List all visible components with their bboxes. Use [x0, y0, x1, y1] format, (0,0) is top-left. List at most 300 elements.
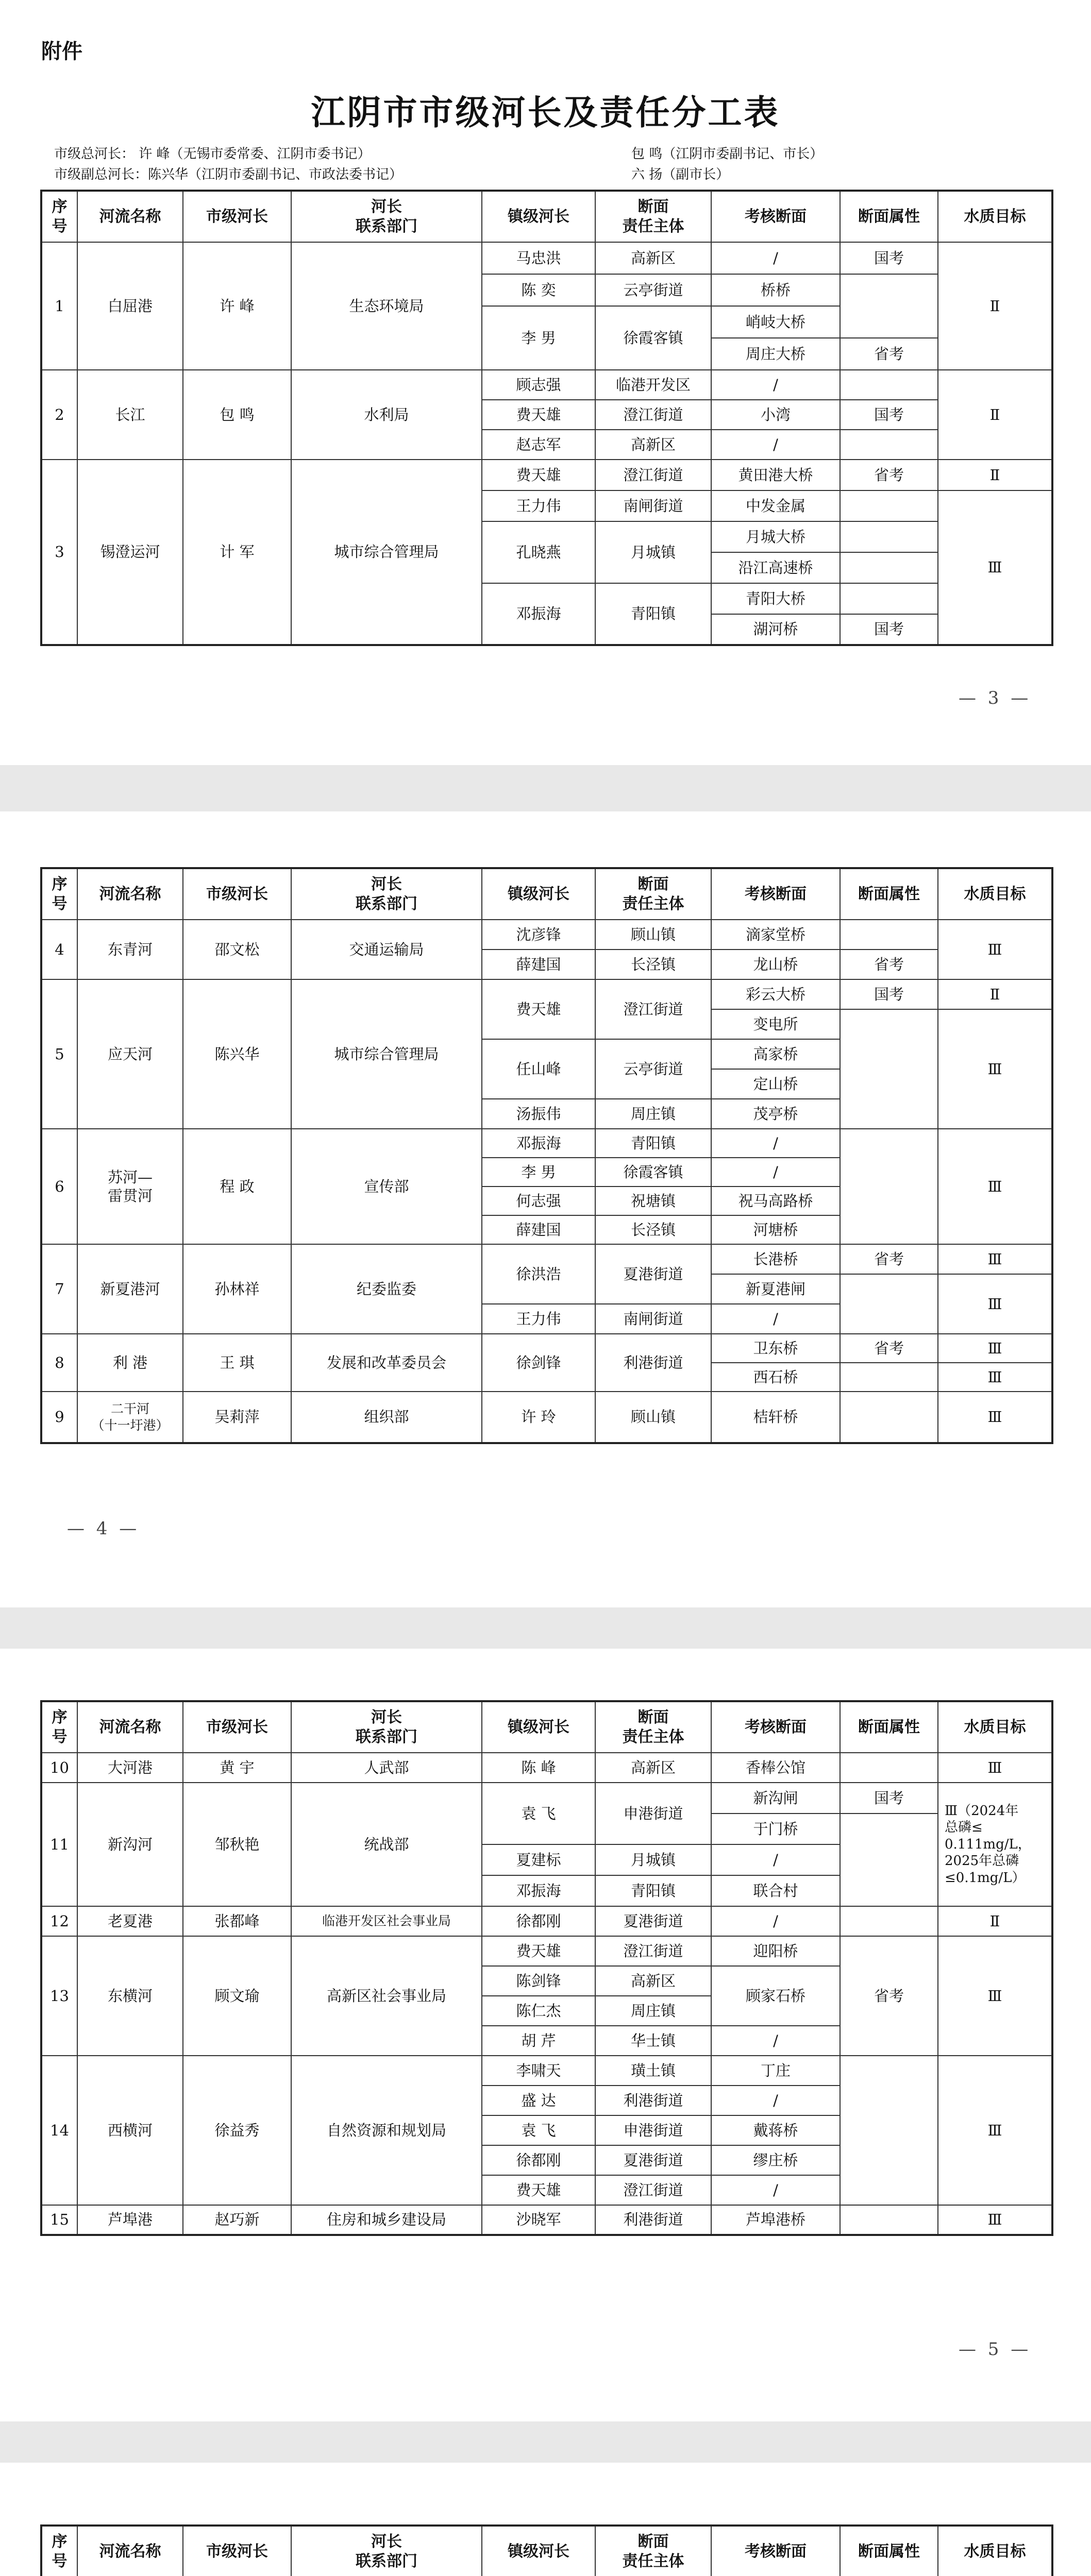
cell: 程 政 — [183, 1129, 291, 1244]
cell: 青阳镇 — [595, 1129, 711, 1158]
cell: / — [711, 2175, 840, 2205]
cell: / — [711, 1906, 840, 1936]
cell: 陈仁杰 — [482, 1996, 595, 2026]
cell: 陈兴华 — [183, 979, 291, 1129]
cell: Ⅱ — [938, 979, 1052, 1009]
cell: 联合村 — [711, 1875, 840, 1906]
cell: 中发金属 — [711, 490, 840, 521]
cell — [840, 521, 938, 552]
cell: 徐霞客镇 — [595, 1158, 711, 1187]
col-header: 考核断面 — [711, 2526, 840, 2576]
col-header: 断面属性 — [840, 2526, 938, 2576]
cell: 城市综合管理局 — [291, 979, 482, 1129]
cell: 费天雄 — [482, 1936, 595, 1966]
table-row — [41, 1753, 1052, 1783]
col-header: 市级河长 — [183, 2526, 291, 2576]
col-header: 市级河长 — [183, 868, 291, 920]
cell: 青阳镇 — [595, 583, 711, 645]
cell: 长泾镇 — [595, 1215, 711, 1244]
cell: 王力伟 — [482, 490, 595, 521]
col-header: 水质目标 — [938, 1701, 1052, 1753]
cell: 河塘桥 — [711, 1215, 840, 1244]
cell: 14 — [41, 2056, 77, 2205]
col-header: 断面属性 — [840, 868, 938, 920]
cell: 住房和城乡建设局 — [291, 2205, 482, 2235]
col-header: 河长 联系部门 — [291, 868, 482, 920]
cell: 陈剑锋 — [482, 1966, 595, 1996]
col-header: 镇级河长 — [482, 1701, 595, 1753]
cell: 新夏港闸 — [711, 1274, 840, 1304]
cell: 应天河 — [77, 979, 183, 1129]
cell — [840, 2205, 938, 2235]
attachment-label: 附件 — [41, 40, 82, 63]
cell: 12 — [41, 1906, 77, 1936]
cell: 顾志强 — [482, 370, 595, 400]
cell: 陈 峰 — [482, 1753, 595, 1783]
cell: 15 — [41, 2205, 77, 2235]
cell: 统战部 — [291, 1783, 482, 1906]
cell: / — [711, 1129, 840, 1158]
cell — [840, 1363, 938, 1392]
cell: Ⅲ — [938, 2205, 1052, 2235]
cell: 老夏港 — [77, 1906, 183, 1936]
col-header: 水质目标 — [938, 191, 1052, 242]
cell: 赵志军 — [482, 430, 595, 460]
cell: 组织部 — [291, 1392, 482, 1443]
cell: 变电所 — [711, 1009, 840, 1039]
cell — [840, 370, 938, 400]
cell: 苏河— 雷贯河 — [77, 1129, 183, 1244]
cell: 湖河桥 — [711, 614, 840, 645]
cell: 利 港 — [77, 1334, 183, 1392]
cell: 黄 宇 — [183, 1753, 291, 1783]
cell: 5 — [41, 979, 77, 1129]
table-row — [41, 920, 1052, 950]
cell: 长泾镇 — [595, 950, 711, 979]
cell: 高新区 — [595, 430, 711, 460]
cell: Ⅲ（2024年 总磷≤ 0.111mg/L， 2025年总磷 ≤0.1mg/L） — [938, 1783, 1052, 1906]
table-row — [41, 1906, 1052, 1936]
cell: 许 玲 — [482, 1392, 595, 1443]
page-number: — 3 — — [959, 688, 1032, 708]
cell: 丁庄 — [711, 2056, 840, 2086]
cell: Ⅲ — [938, 1009, 1052, 1129]
cell: 许 峰 — [183, 242, 291, 370]
cell — [840, 552, 938, 583]
cell: 迎阳桥 — [711, 1936, 840, 1966]
cell: 小湾 — [711, 400, 840, 430]
table-row — [41, 1936, 1052, 1966]
col-header: 断面 责任主体 — [595, 868, 711, 920]
cell: 高新区社会事业局 — [291, 1936, 482, 2056]
cell: 薛建国 — [482, 950, 595, 979]
deputy-leader: 市级副总河长：陈兴华（江阴市委副书记、市政法委书记） — [54, 167, 403, 182]
cell: 新沟闸 — [711, 1783, 840, 1814]
cell: 顾文瑜 — [183, 1936, 291, 2056]
cell: 1 — [41, 242, 77, 370]
cell: 汤振伟 — [482, 1099, 595, 1129]
page-number: — 4 — — [67, 1518, 140, 1539]
table-row — [41, 460, 1052, 490]
cell: 周庄镇 — [595, 1996, 711, 2026]
col-header: 序号 — [41, 2526, 77, 2576]
table-row — [41, 979, 1052, 1009]
page-5 — [0, 1649, 1091, 2421]
cell: 徐洪浩 — [482, 1244, 595, 1304]
cell: 水利局 — [291, 370, 482, 460]
cell: 澄江街道 — [595, 2175, 711, 2205]
cell: 长港桥 — [711, 1244, 840, 1274]
cell: 青阳大桥 — [711, 583, 840, 614]
table-row — [41, 1392, 1052, 1443]
cell: 13 — [41, 1936, 77, 2056]
cell: 发展和改革委员会 — [291, 1334, 482, 1392]
cell: 临港开发区 — [595, 370, 711, 400]
cell: Ⅲ — [938, 1753, 1052, 1783]
cell: Ⅱ — [938, 460, 1052, 490]
col-header: 河流名称 — [77, 868, 183, 920]
cell: 赵巧新 — [183, 2205, 291, 2235]
cell: 申港街道 — [595, 2115, 711, 2145]
col-header: 河流名称 — [77, 191, 183, 242]
cell: 澄江街道 — [595, 400, 711, 430]
chief-leader-2: 包 鸣（江阴市委副书记、市长） — [631, 146, 824, 162]
cell: 桥桥 — [711, 274, 840, 306]
col-header: 河长 联系部门 — [291, 2526, 482, 2576]
cell: 城市综合管理局 — [291, 460, 482, 645]
cell: Ⅲ — [938, 1274, 1052, 1334]
cell: 芦埠港桥 — [711, 2205, 840, 2235]
cell: 计 军 — [183, 460, 291, 645]
cell: 彩云大桥 — [711, 979, 840, 1009]
cell: / — [711, 2026, 840, 2056]
cell: 自然资源和规划局 — [291, 2056, 482, 2205]
cell: 南闸街道 — [595, 490, 711, 521]
table-row — [41, 242, 1052, 274]
cell — [840, 490, 938, 521]
cell: 王 琪 — [183, 1334, 291, 1392]
cell: 国考 — [840, 1783, 938, 1814]
cell: 7 — [41, 1244, 77, 1334]
river-table-page-5 — [40, 1700, 1053, 2236]
cell: 二干河 （十一圩港） — [77, 1392, 183, 1443]
cell: / — [711, 1844, 840, 1875]
deputy-leader-2: 六 扬（副市长） — [631, 167, 730, 182]
cell: 周庄大桥 — [711, 338, 840, 370]
cell: 徐都刚 — [482, 2145, 595, 2175]
cell: Ⅲ — [938, 1392, 1052, 1443]
cell — [840, 1814, 938, 1906]
document-title: 江阴市市级河长及责任分工表 — [311, 92, 780, 132]
col-header: 考核断面 — [711, 191, 840, 242]
page-4 — [0, 811, 1091, 1607]
cell: 省考 — [840, 338, 938, 370]
table-row — [41, 1334, 1052, 1363]
cell — [840, 583, 938, 614]
cell: 锡澄运河 — [77, 460, 183, 645]
cell: 徐霞客镇 — [595, 306, 711, 370]
cell: 陈 奕 — [482, 274, 595, 306]
col-header: 河流名称 — [77, 2526, 183, 2576]
cell: 人武部 — [291, 1753, 482, 1783]
col-header: 断面 责任主体 — [595, 1701, 711, 1753]
cell: 省考 — [840, 950, 938, 979]
table-header — [41, 868, 1052, 920]
cell: 东横河 — [77, 1936, 183, 2056]
cell: 何志强 — [482, 1187, 595, 1215]
cell: 国考 — [840, 400, 938, 430]
cell: 夏港街道 — [595, 2145, 711, 2175]
col-header: 断面 责任主体 — [595, 191, 711, 242]
col-header: 市级河长 — [183, 191, 291, 242]
table-row — [41, 1783, 1052, 1814]
cell: 3 — [41, 460, 77, 645]
cell: 包 鸣 — [183, 370, 291, 460]
cell: 国考 — [840, 242, 938, 274]
table-row — [41, 2205, 1052, 2235]
cell: 新沟河 — [77, 1783, 183, 1906]
cell: 月城镇 — [595, 521, 711, 583]
cell: 临港开发区社会事业局 — [291, 1906, 482, 1936]
cell: 西石桥 — [711, 1363, 840, 1392]
cell: 省考 — [840, 460, 938, 490]
page-6 — [0, 2463, 1091, 2576]
cell: 月城镇 — [595, 1844, 711, 1875]
cell: 月城大桥 — [711, 521, 840, 552]
river-table-page-6 — [40, 2524, 1053, 2576]
cell: 高新区 — [595, 1966, 711, 1996]
cell: Ⅲ — [938, 490, 1052, 645]
col-header: 水质目标 — [938, 2526, 1052, 2576]
cell: 宣传部 — [291, 1129, 482, 1244]
cell: 黄田港大桥 — [711, 460, 840, 490]
cell: 长江 — [77, 370, 183, 460]
cell: 于门桥 — [711, 1814, 840, 1844]
col-header: 水质目标 — [938, 868, 1052, 920]
cell: / — [711, 1304, 840, 1334]
cell: 沙晓军 — [482, 2205, 595, 2235]
cell: 沈彦锋 — [482, 920, 595, 950]
cell: 任山峰 — [482, 1039, 595, 1099]
cell: 利港街道 — [595, 2086, 711, 2115]
col-header: 镇级河长 — [482, 2526, 595, 2576]
cell: 缪庄桥 — [711, 2145, 840, 2175]
col-header: 镇级河长 — [482, 191, 595, 242]
cell — [840, 1129, 938, 1244]
cell: 4 — [41, 920, 77, 979]
cell: 李 男 — [482, 306, 595, 370]
cell: 邹秋艳 — [183, 1783, 291, 1906]
cell: / — [711, 242, 840, 274]
cell: Ⅱ — [938, 242, 1052, 370]
cell: 省考 — [840, 1936, 938, 2056]
cell — [840, 430, 938, 460]
cell: 盛 达 — [482, 2086, 595, 2115]
river-table-page-4 — [40, 867, 1053, 1444]
cell: 徐益秀 — [183, 2056, 291, 2205]
cell: 袁 飞 — [482, 2115, 595, 2145]
cell: 夏港街道 — [595, 1244, 711, 1304]
cell: / — [711, 1158, 840, 1187]
cell: / — [711, 370, 840, 400]
table-row — [41, 1129, 1052, 1158]
page-number: — 5 — — [959, 2339, 1032, 2360]
cell — [840, 920, 938, 950]
cell: 费天雄 — [482, 400, 595, 430]
cell: 澄江街道 — [595, 460, 711, 490]
cell: 云亭街道 — [595, 1039, 711, 1099]
cell: 华士镇 — [595, 2026, 711, 2056]
cell: 香棒公馆 — [711, 1753, 840, 1783]
cell: 滴家堂桥 — [711, 920, 840, 950]
cell: 胡 芹 — [482, 2026, 595, 2056]
cell: 袁 飞 — [482, 1783, 595, 1844]
cell: 戴蒋桥 — [711, 2115, 840, 2145]
cell: 2 — [41, 370, 77, 460]
col-header: 镇级河长 — [482, 868, 595, 920]
cell — [840, 1392, 938, 1443]
cell: 国考 — [840, 614, 938, 645]
cell: Ⅲ — [938, 1244, 1052, 1274]
cell: 利港街道 — [595, 1334, 711, 1392]
cell: 费天雄 — [482, 460, 595, 490]
cell: 孙林祥 — [183, 1244, 291, 1334]
cell: 交通运输局 — [291, 920, 482, 979]
table-header — [41, 2526, 1052, 2576]
col-header: 断面 责任主体 — [595, 2526, 711, 2576]
cell — [840, 2056, 938, 2205]
cell: 11 — [41, 1783, 77, 1906]
cell: 青阳镇 — [595, 1875, 711, 1906]
cell: / — [711, 430, 840, 460]
cell: 省考 — [840, 1244, 938, 1274]
cell: 澄江街道 — [595, 1936, 711, 1966]
cell: 高家桥 — [711, 1039, 840, 1069]
cell: 沿江高速桥 — [711, 552, 840, 583]
cell: Ⅲ — [938, 1334, 1052, 1363]
cell: 定山桥 — [711, 1069, 840, 1099]
col-header: 河长 联系部门 — [291, 191, 482, 242]
cell: 顾山镇 — [595, 920, 711, 950]
cell: 费天雄 — [482, 979, 595, 1039]
cell: Ⅲ — [938, 920, 1052, 979]
table-row — [41, 370, 1052, 400]
cell: 张都峰 — [183, 1906, 291, 1936]
cell: Ⅲ — [938, 2056, 1052, 2205]
cell: 申港街道 — [595, 1783, 711, 1844]
cell: 高新区 — [595, 1753, 711, 1783]
cell: 生态环境局 — [291, 242, 482, 370]
cell: 王力伟 — [482, 1304, 595, 1334]
cell: 西横河 — [77, 2056, 183, 2205]
page-3 — [0, 0, 1091, 765]
cell: 费天雄 — [482, 2175, 595, 2205]
cell: 孔晓燕 — [482, 521, 595, 583]
cell: 李啸天 — [482, 2056, 595, 2086]
cell: 周庄镇 — [595, 1099, 711, 1129]
cell: 李 男 — [482, 1158, 595, 1187]
col-header: 序号 — [41, 191, 77, 242]
cell: 9 — [41, 1392, 77, 1443]
cell: 徐剑锋 — [482, 1334, 595, 1392]
cell: 云亭街道 — [595, 274, 711, 306]
cell: Ⅱ — [938, 370, 1052, 460]
cell: 祝塘镇 — [595, 1187, 711, 1215]
col-header: 序号 — [41, 1701, 77, 1753]
col-header: 序号 — [41, 868, 77, 920]
cell: 桔轩桥 — [711, 1392, 840, 1443]
cell: 龙山桥 — [711, 950, 840, 979]
col-header: 河长 联系部门 — [291, 1701, 482, 1753]
cell: 夏建标 — [482, 1844, 595, 1875]
table-row — [41, 2056, 1052, 2086]
table-header — [41, 1701, 1052, 1753]
col-header: 河流名称 — [77, 1701, 183, 1753]
cell: 吴莉萍 — [183, 1392, 291, 1443]
cell: 纪委监委 — [291, 1244, 482, 1334]
cell: 东青河 — [77, 920, 183, 979]
cell: 大河港 — [77, 1753, 183, 1783]
cell — [840, 1274, 938, 1334]
cell — [840, 1753, 938, 1783]
cell: Ⅲ — [938, 1363, 1052, 1392]
cell — [840, 274, 938, 338]
river-table-page-3 — [40, 190, 1053, 646]
cell: / — [711, 2086, 840, 2115]
col-header: 断面属性 — [840, 1701, 938, 1753]
cell: 芦埠港 — [77, 2205, 183, 2235]
cell: 璜土镇 — [595, 2056, 711, 2086]
cell: 邓振海 — [482, 1129, 595, 1158]
cell: 峭岐大桥 — [711, 306, 840, 338]
table-row — [41, 1244, 1052, 1274]
cell: 徐都刚 — [482, 1906, 595, 1936]
cell: 马忠洪 — [482, 242, 595, 274]
col-header: 考核断面 — [711, 868, 840, 920]
cell: 顾家石桥 — [711, 1966, 840, 2026]
cell: 利港街道 — [595, 2205, 711, 2235]
cell: 茂亭桥 — [711, 1099, 840, 1129]
col-header: 市级河长 — [183, 1701, 291, 1753]
chief-leader: 市级总河长： 许 峰（无锡市委常委、江阴市委书记） — [54, 146, 371, 162]
cell: 顾山镇 — [595, 1392, 711, 1443]
cell: 8 — [41, 1334, 77, 1392]
cell: 祝马高路桥 — [711, 1187, 840, 1215]
cell: 省考 — [840, 1334, 938, 1363]
table-header — [41, 191, 1052, 242]
cell: 邓振海 — [482, 1875, 595, 1906]
cell: 新夏港河 — [77, 1244, 183, 1334]
cell: Ⅲ — [938, 1936, 1052, 2056]
cell: Ⅱ — [938, 1906, 1052, 1936]
cell: 6 — [41, 1129, 77, 1244]
cell: 薛建国 — [482, 1215, 595, 1244]
cell: 邓振海 — [482, 583, 595, 645]
cell: 卫东桥 — [711, 1334, 840, 1363]
cell: 邵文松 — [183, 920, 291, 979]
col-header: 断面属性 — [840, 191, 938, 242]
cell: Ⅲ — [938, 1129, 1052, 1244]
cell: 夏港街道 — [595, 1906, 711, 1936]
cell: 高新区 — [595, 242, 711, 274]
cell: 南闸街道 — [595, 1304, 711, 1334]
cell: 国考 — [840, 979, 938, 1009]
cell — [840, 1906, 938, 1936]
cell: 10 — [41, 1753, 77, 1783]
cell: 白屈港 — [77, 242, 183, 370]
cell — [840, 1009, 938, 1129]
cell: 澄江街道 — [595, 979, 711, 1039]
